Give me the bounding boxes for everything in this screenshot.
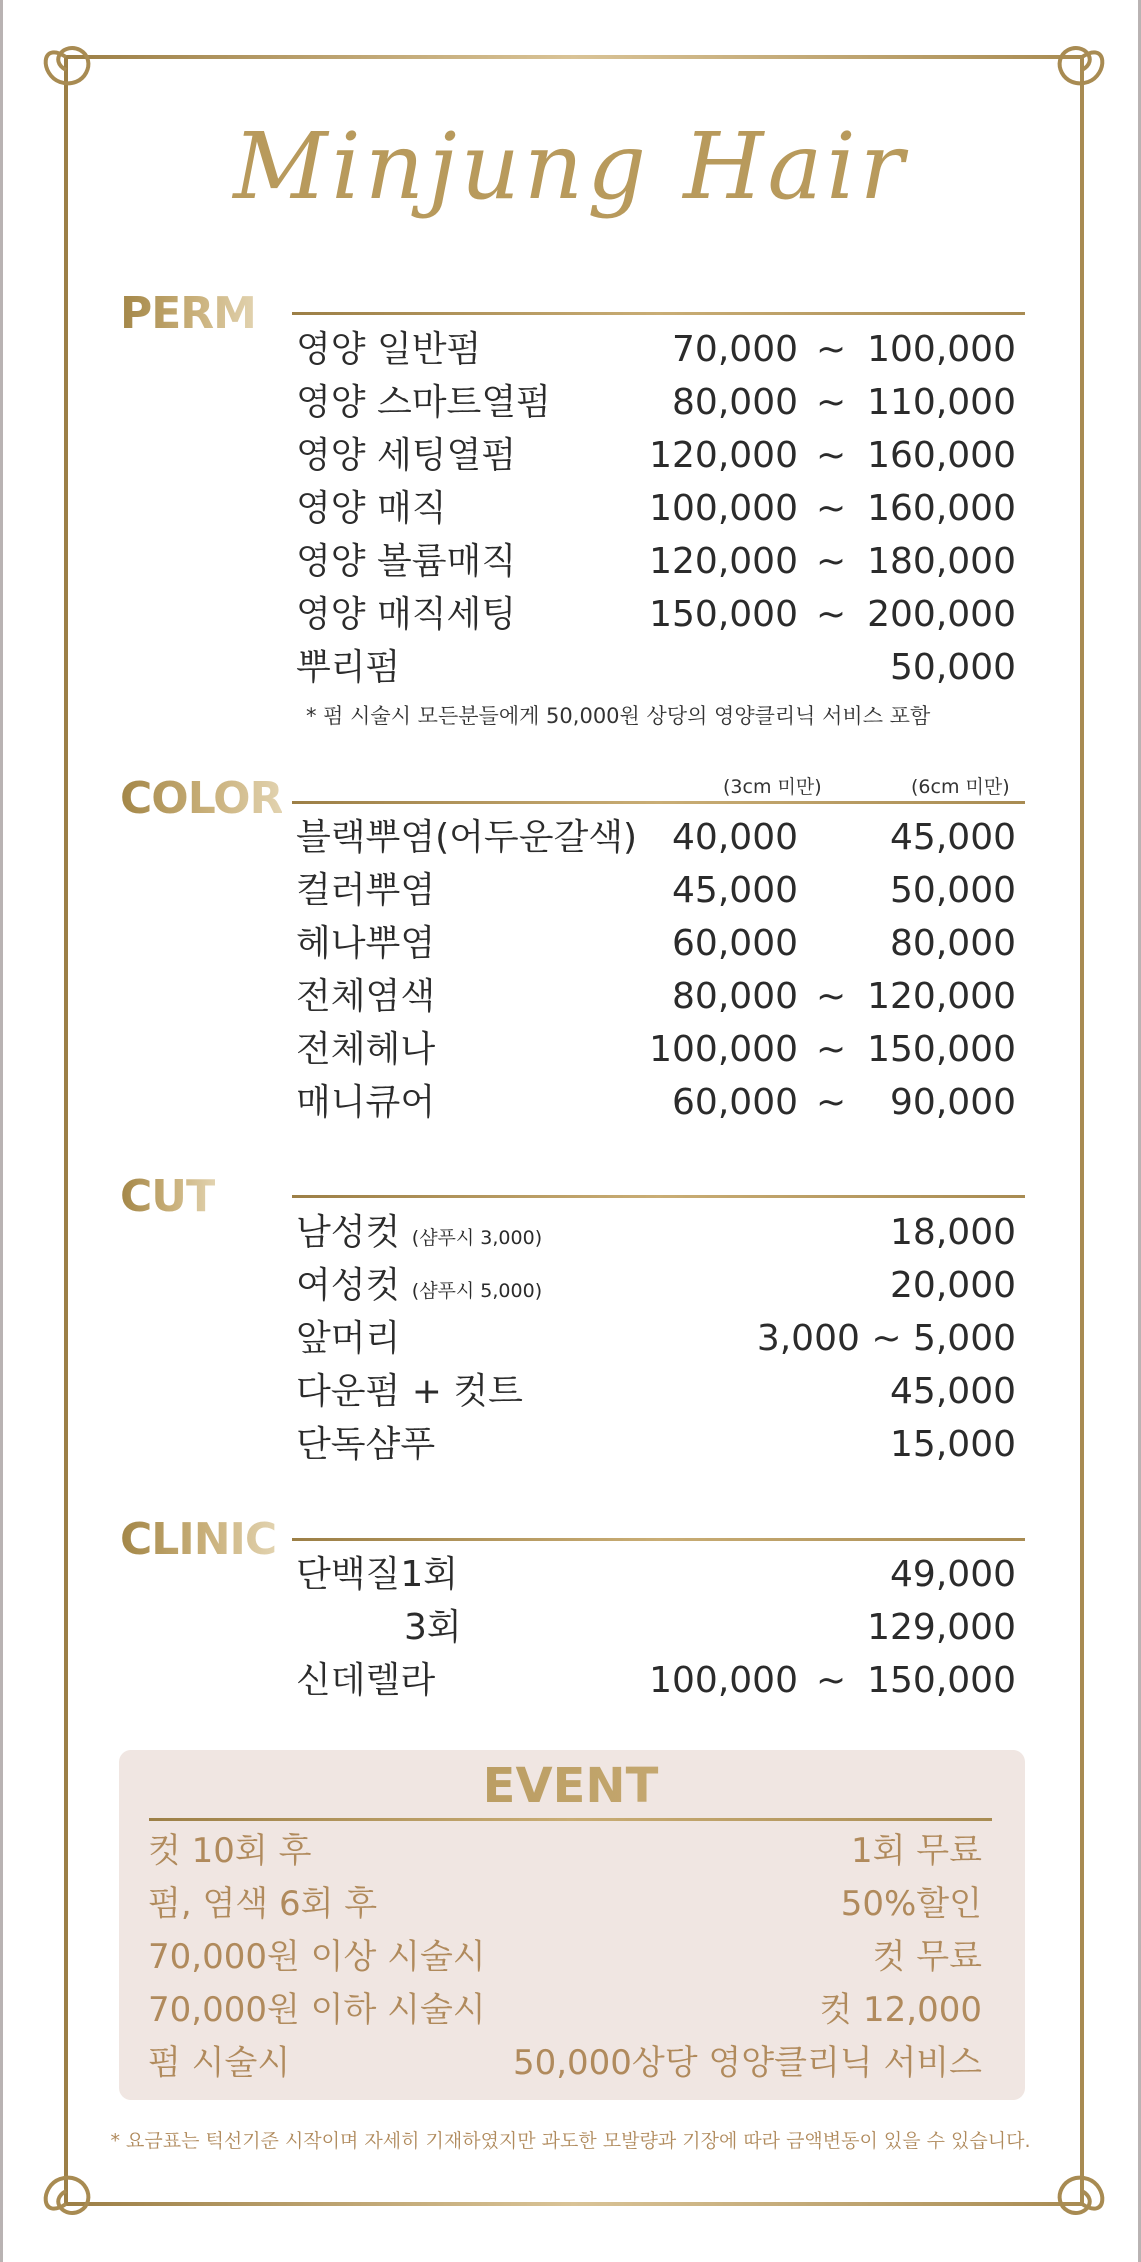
price-row — [296, 429, 1016, 482]
price-high: 180,000 — [867, 541, 1016, 582]
event-title: EVENT — [0, 1762, 1141, 1810]
event-row — [148, 1878, 982, 1931]
price-row — [296, 323, 1016, 376]
price-high: 20,000 — [890, 1265, 1016, 1306]
price-row — [296, 1418, 1016, 1471]
price-high: 45,000 — [890, 817, 1016, 858]
perm-note: * 펌 시술시 모든분들에게 50,000원 상당의 영양클리닉 서비스 포함 — [306, 704, 931, 728]
section-title-cut: CUT — [120, 1171, 216, 1222]
section-rule-cut — [292, 1195, 1025, 1198]
service-name: 매니큐어 — [296, 1082, 436, 1123]
price-high: 3,000 ~ 5,000 — [756, 1318, 1016, 1359]
price-row — [296, 864, 1016, 917]
footnote: * 요금표는 턱선기준 시작이며 자세히 기재하였지만 과도한 모발량과 기장에 따라 금액변동이 있을 수 있습니다. — [110, 2130, 1031, 2152]
price-high: 110,000 — [867, 382, 1016, 423]
price-low: 100,000 — [649, 1029, 798, 1070]
price-low: 120,000 — [649, 435, 798, 476]
range-tilde: ~ — [816, 541, 847, 582]
price-high: 160,000 — [867, 488, 1016, 529]
service-name: 단백질1회 — [296, 1554, 459, 1595]
price-low: 60,000 — [672, 923, 798, 964]
range-tilde: ~ — [816, 382, 847, 423]
event-benefit: 컷 12,000 — [819, 1990, 982, 2030]
service-name: 여성컷 — [296, 1265, 401, 1306]
service-name: 앞머리 — [296, 1318, 401, 1359]
price-row — [296, 1548, 1016, 1601]
service-name: 영양 볼륨매직 — [296, 541, 517, 582]
event-benefit: 컷 무료 — [872, 1937, 982, 1977]
column-header-long: (6cm 미만) — [911, 776, 1010, 798]
range-tilde: ~ — [816, 1660, 847, 1701]
price-low: 100,000 — [649, 1660, 798, 1701]
price-high: 160,000 — [867, 435, 1016, 476]
price-low: 40,000 — [672, 817, 798, 858]
service-name: 영양 스마트열펌 — [296, 382, 551, 423]
service-name: 신데렐라 — [296, 1660, 436, 1701]
price-row — [296, 1259, 1016, 1312]
service-name: 3회 — [404, 1607, 462, 1648]
price-low: 60,000 — [672, 1082, 798, 1123]
service-name: 영양 매직세팅 — [296, 594, 517, 635]
service-name: 다운펌 + 컷트 — [296, 1371, 523, 1412]
price-high: 18,000 — [890, 1212, 1016, 1253]
price-high: 80,000 — [890, 923, 1016, 964]
event-benefit: 1회 무료 — [851, 1831, 982, 1871]
price-high: 200,000 — [867, 594, 1016, 635]
price-row — [296, 1076, 1016, 1129]
price-row — [296, 1206, 1016, 1259]
price-row — [296, 641, 1016, 694]
price-row — [296, 482, 1016, 535]
column-header-short: (3cm 미만) — [723, 776, 822, 798]
range-tilde: ~ — [816, 435, 847, 476]
price-high: 150,000 — [867, 1029, 1016, 1070]
price-row — [296, 1023, 1016, 1076]
section-rule-clinic — [292, 1538, 1025, 1541]
price-row — [296, 376, 1016, 429]
event-row — [148, 1984, 982, 2037]
service-name: 전체헤나 — [296, 1029, 436, 1070]
price-high: 49,000 — [890, 1554, 1016, 1595]
price-high: 100,000 — [867, 329, 1016, 370]
brand-logo: Minjung Hair — [233, 113, 908, 220]
event-condition: 펌 시술시 — [148, 2043, 291, 2083]
service-name: 영양 일반펌 — [296, 329, 482, 370]
range-tilde: ~ — [816, 488, 847, 529]
price-row — [296, 535, 1016, 588]
event-condition: 70,000원 이하 시술시 — [148, 1990, 486, 2030]
service-name: 컬러뿌염 — [296, 870, 436, 911]
event-rule — [149, 1818, 992, 1821]
event-condition: 펌, 염색 6회 후 — [148, 1884, 378, 1924]
price-row — [296, 811, 1016, 864]
price-high: 129,000 — [867, 1607, 1016, 1648]
service-name: 영양 세팅열펌 — [296, 435, 517, 476]
event-row — [148, 1931, 982, 1984]
range-tilde: ~ — [816, 594, 847, 635]
event-condition: 컷 10회 후 — [148, 1831, 312, 1871]
price-high: 90,000 — [890, 1082, 1016, 1123]
section-title-color: COLOR — [120, 773, 283, 824]
service-subnote: (샴푸시 5,000) — [411, 1280, 543, 1302]
service-name: 영양 매직 — [296, 488, 447, 529]
event-benefit: 50%할인 — [840, 1884, 982, 1924]
price-low: 45,000 — [672, 870, 798, 911]
price-low: 70,000 — [672, 329, 798, 370]
service-subnote: (샴푸시 3,000) — [411, 1227, 543, 1249]
price-low: 80,000 — [672, 976, 798, 1017]
section-rule-perm — [292, 312, 1025, 315]
range-tilde: ~ — [816, 1082, 847, 1123]
event-benefit: 50,000상당 영양클리닉 서비스 — [512, 2043, 982, 2083]
price-row — [296, 1654, 1016, 1707]
price-row — [296, 970, 1016, 1023]
section-rule-color — [292, 801, 1025, 804]
event-row — [148, 2037, 982, 2090]
service-name: 전체염색 — [296, 976, 436, 1017]
range-tilde: ~ — [816, 976, 847, 1017]
price-low: 80,000 — [672, 382, 798, 423]
service-name: 헤나뿌염 — [296, 923, 436, 964]
service-name: 블랙뿌염(어두운갈색) — [296, 817, 638, 858]
price-row — [296, 1601, 1016, 1654]
price-row — [296, 588, 1016, 641]
price-high: 50,000 — [890, 647, 1016, 688]
price-row — [296, 917, 1016, 970]
price-low: 100,000 — [649, 488, 798, 529]
range-tilde: ~ — [816, 1029, 847, 1070]
service-name: 뿌리펌 — [296, 647, 401, 688]
service-name: 단독샴푸 — [296, 1424, 436, 1465]
service-name: 남성컷 — [296, 1212, 401, 1253]
price-row — [296, 1312, 1016, 1365]
price-high: 150,000 — [867, 1660, 1016, 1701]
range-tilde: ~ — [816, 329, 847, 370]
price-row — [296, 1365, 1016, 1418]
event-condition: 70,000원 이상 시술시 — [148, 1937, 486, 1977]
event-row — [148, 1825, 982, 1878]
price-high: 15,000 — [890, 1424, 1016, 1465]
price-high: 45,000 — [890, 1371, 1016, 1412]
price-high: 120,000 — [867, 976, 1016, 1017]
price-high: 50,000 — [890, 870, 1016, 911]
section-title-perm: PERM — [120, 288, 256, 339]
price-low: 150,000 — [649, 594, 798, 635]
price-low: 120,000 — [649, 541, 798, 582]
section-title-clinic: CLINIC — [120, 1514, 277, 1565]
